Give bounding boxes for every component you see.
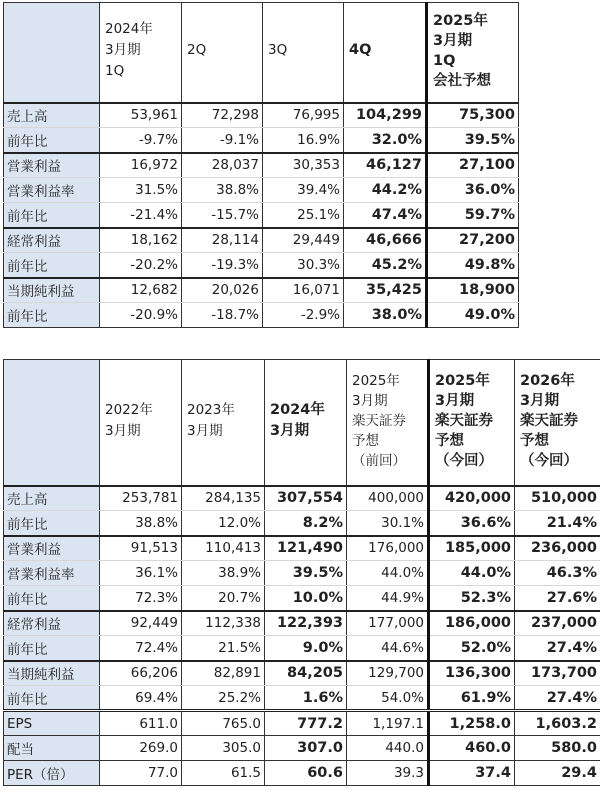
row-label: 前年比 — [4, 303, 100, 328]
row-label: 営業利益率 — [4, 178, 100, 203]
header-corner-cell — [4, 3, 100, 103]
row-label: 前年比 — [4, 686, 100, 711]
table-cell: 460.0 — [429, 736, 515, 761]
table-cell: 75,300 — [427, 103, 519, 128]
table-cell: 18,162 — [100, 228, 182, 253]
table-cell: 8.2% — [265, 511, 347, 536]
table-cell: 35,425 — [344, 278, 427, 303]
table-cell: 186,000 — [429, 611, 515, 636]
row-label: 配当 — [4, 736, 100, 761]
table-cell: 27.6% — [515, 586, 600, 611]
table-row — [4, 203, 519, 228]
table-cell: 510,000 — [515, 486, 600, 511]
row-label: 当期純利益 — [4, 278, 100, 303]
table-cell: 25.2% — [182, 686, 265, 711]
table-cell: 46,666 — [344, 228, 427, 253]
table-row — [4, 511, 600, 536]
table-cell: 440.0 — [347, 736, 429, 761]
table-cell: 420,000 — [429, 486, 515, 511]
table-row — [4, 736, 600, 761]
table-cell: 27,200 — [427, 228, 519, 253]
row-label: 前年比 — [4, 511, 100, 536]
table-row — [4, 686, 600, 711]
table-cell: 129,700 — [347, 661, 429, 686]
table-cell: 49.0% — [427, 303, 519, 328]
table-cell: 9.0% — [265, 636, 347, 661]
table-row — [4, 128, 519, 153]
table-cell: 38.8% — [182, 178, 263, 203]
table-cell: 284,135 — [182, 486, 265, 511]
table-cell: 59.7% — [427, 203, 519, 228]
table-cell: 46,127 — [344, 153, 427, 178]
table-header-row — [4, 3, 519, 103]
table-cell: 30.3% — [263, 253, 344, 278]
table-cell: 37.4 — [429, 761, 515, 786]
table-cell: 307.0 — [265, 736, 347, 761]
table-cell: -20.2% — [100, 253, 182, 278]
header-cell: 2Q — [182, 3, 263, 103]
table-row — [4, 761, 600, 786]
annual-forecast-table — [3, 359, 600, 786]
table-cell: 45.2% — [344, 253, 427, 278]
table-cell: 21.4% — [515, 511, 600, 536]
row-label: 営業利益率 — [4, 561, 100, 586]
table-cell: 16,972 — [100, 153, 182, 178]
quarterly-results-table — [3, 2, 519, 328]
row-label: 売上高 — [4, 486, 100, 511]
table-row — [4, 611, 600, 636]
table-cell: 82,891 — [182, 661, 265, 686]
table-row — [4, 561, 600, 586]
table-cell: 269.0 — [100, 736, 182, 761]
row-label: 前年比 — [4, 203, 100, 228]
table-cell: 91,513 — [100, 536, 182, 561]
table-cell: 16,071 — [263, 278, 344, 303]
table-cell: 60.6 — [265, 761, 347, 786]
table-row — [4, 228, 519, 253]
table-cell: 61.5 — [182, 761, 265, 786]
table-cell: -2.9% — [263, 303, 344, 328]
table-cell: 25.1% — [263, 203, 344, 228]
table-cell: 38.0% — [344, 303, 427, 328]
table-cell: 110,413 — [182, 536, 265, 561]
table-cell: 32.0% — [344, 128, 427, 153]
table-cell: 305.0 — [182, 736, 265, 761]
table-cell: 104,299 — [344, 103, 427, 128]
table-cell: 27,100 — [427, 153, 519, 178]
table-cell: 31.5% — [100, 178, 182, 203]
table-cell: 36.6% — [429, 511, 515, 536]
table-cell: 121,490 — [265, 536, 347, 561]
row-label: 前年比 — [4, 586, 100, 611]
table-cell: 84,205 — [265, 661, 347, 686]
table-cell: 112,338 — [182, 611, 265, 636]
table-cell: 44.0% — [429, 561, 515, 586]
table-cell: 39.5% — [265, 561, 347, 586]
table-cell: -18.7% — [182, 303, 263, 328]
table-cell: 39.4% — [263, 178, 344, 203]
table-cell: 44.0% — [347, 561, 429, 586]
header-cell: 2023年 3月期 — [182, 360, 265, 486]
table-cell: 1,603.2 — [515, 711, 600, 736]
row-label: 経常利益 — [4, 611, 100, 636]
header-cell: 3Q — [263, 3, 344, 103]
table-cell: 136,300 — [429, 661, 515, 686]
table-cell: 1.6% — [265, 686, 347, 711]
table-row — [4, 661, 600, 686]
table-cell: 177,000 — [347, 611, 429, 636]
table-cell: 777.2 — [265, 711, 347, 736]
header-cell: 2022年 3月期 — [100, 360, 182, 486]
table-cell: 72.3% — [100, 586, 182, 611]
row-label: PER（倍） — [4, 761, 100, 786]
table-cell: 237,000 — [515, 611, 600, 636]
table-cell: 30.1% — [347, 511, 429, 536]
table-cell: 400,000 — [347, 486, 429, 511]
table-cell: 52.3% — [429, 586, 515, 611]
table-cell: 122,393 — [265, 611, 347, 636]
table-cell: 29.4 — [515, 761, 600, 786]
table-cell: 307,554 — [265, 486, 347, 511]
row-label: 前年比 — [4, 253, 100, 278]
header-cell: 2025年 3月期 1Q 会社予想 — [427, 3, 519, 103]
table-cell: -15.7% — [182, 203, 263, 228]
table-cell: 173,700 — [515, 661, 600, 686]
table-cell: 39.5% — [427, 128, 519, 153]
header-cell: 2025年 3月期 楽天証券 予想 （今回） — [429, 360, 515, 486]
table-row — [4, 103, 519, 128]
table-row — [4, 153, 519, 178]
table-cell: 49.8% — [427, 253, 519, 278]
table-cell: 52.0% — [429, 636, 515, 661]
table-cell: 39.3 — [347, 761, 429, 786]
table-cell: 72,298 — [182, 103, 263, 128]
table-row — [4, 253, 519, 278]
table-row — [4, 486, 600, 511]
row-label: 営業利益 — [4, 536, 100, 561]
table-cell: 44.2% — [344, 178, 427, 203]
table-cell: 580.0 — [515, 736, 600, 761]
table-cell: -9.7% — [100, 128, 182, 153]
table-row — [4, 178, 519, 203]
table-cell: 253,781 — [100, 486, 182, 511]
table-cell: -20.9% — [100, 303, 182, 328]
table-cell: 47.4% — [344, 203, 427, 228]
table-cell: 1,197.1 — [347, 711, 429, 736]
table-cell: -21.4% — [100, 203, 182, 228]
table-cell: 69.4% — [100, 686, 182, 711]
table-row — [4, 303, 519, 328]
table-cell: 18,900 — [427, 278, 519, 303]
table-cell: 38.8% — [100, 511, 182, 536]
header-cell: 2025年 3月期 楽天証券 予想 （前回） — [347, 360, 429, 486]
table-row — [4, 586, 600, 611]
header-corner-cell — [4, 360, 100, 486]
table-cell: 36.1% — [100, 561, 182, 586]
table-cell: -9.1% — [182, 128, 263, 153]
table-cell: 36.0% — [427, 178, 519, 203]
header-cell: 2024年 3月期 1Q — [100, 3, 182, 103]
header-cell: 4Q — [344, 3, 427, 103]
table-cell: 53,961 — [100, 103, 182, 128]
row-label: EPS — [4, 711, 100, 736]
table-cell: 20,026 — [182, 278, 263, 303]
header-cell: 2024年 3月期 — [265, 360, 347, 486]
table-cell: 12.0% — [182, 511, 265, 536]
table-cell: 61.9% — [429, 686, 515, 711]
table-header-row — [4, 360, 600, 486]
table-cell: 16.9% — [263, 128, 344, 153]
table-row — [4, 636, 600, 661]
row-label: 当期純利益 — [4, 661, 100, 686]
table-cell: 66,206 — [100, 661, 182, 686]
table-cell: 27.4% — [515, 636, 600, 661]
row-label: 営業利益 — [4, 153, 100, 178]
table-cell: 54.0% — [347, 686, 429, 711]
table-row — [4, 536, 600, 561]
table-cell: 38.9% — [182, 561, 265, 586]
table-cell: 30,353 — [263, 153, 344, 178]
table-cell: 176,000 — [347, 536, 429, 561]
table-cell: 27.4% — [515, 686, 600, 711]
row-label: 経常利益 — [4, 228, 100, 253]
table-cell: 44.6% — [347, 636, 429, 661]
table-cell: 21.5% — [182, 636, 265, 661]
header-cell: 2026年 3月期 楽天証券 予想 （今回） — [515, 360, 600, 486]
row-label: 前年比 — [4, 128, 100, 153]
table-cell: 29,449 — [263, 228, 344, 253]
table-cell: 185,000 — [429, 536, 515, 561]
table-cell: 76,995 — [263, 103, 344, 128]
table-cell: 20.7% — [182, 586, 265, 611]
table-cell: -19.3% — [182, 253, 263, 278]
table-cell: 611.0 — [100, 711, 182, 736]
table-cell: 28,114 — [182, 228, 263, 253]
table-cell: 44.9% — [347, 586, 429, 611]
table-cell: 10.0% — [265, 586, 347, 611]
table-cell: 92,449 — [100, 611, 182, 636]
table-cell: 77.0 — [100, 761, 182, 786]
table-cell: 46.3% — [515, 561, 600, 586]
table-row — [4, 278, 519, 303]
row-label: 売上高 — [4, 103, 100, 128]
table-cell: 12,682 — [100, 278, 182, 303]
table-cell: 765.0 — [182, 711, 265, 736]
table-row — [4, 711, 600, 736]
table-cell: 1,258.0 — [429, 711, 515, 736]
row-label: 前年比 — [4, 636, 100, 661]
table-cell: 72.4% — [100, 636, 182, 661]
table-cell: 236,000 — [515, 536, 600, 561]
table-cell: 28,037 — [182, 153, 263, 178]
